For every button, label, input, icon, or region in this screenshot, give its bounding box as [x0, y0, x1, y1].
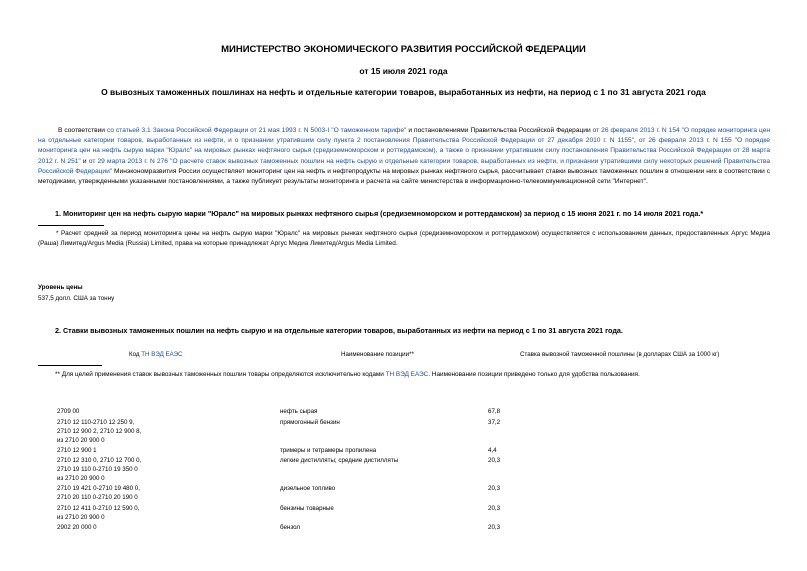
tn-ved-link[interactable]: ТН ВЭД ЕАЭС	[141, 351, 183, 358]
col-header-name: Наименование позиции**	[341, 351, 414, 358]
row-code: 2710 12 110-2710 12 250 9, 2710 12 900 2, 2710 12 900 8, из 2710 20 900 0	[57, 419, 142, 444]
row-rate: 37,2	[488, 419, 501, 426]
row-rate: 20,3	[488, 457, 501, 464]
intro-text-3: ,	[634, 137, 639, 145]
row-code: 2710 19 421 0-2710 19 480 0, 2710 20 110 0-2710 20 190 0	[57, 485, 140, 501]
row-name: легкие дистилляты; средние дистилляты	[280, 457, 399, 464]
decree-276-link[interactable]: от 29 марта 2013 г. N 276 "О расчете ставок вывозных таможенных пошлин на нефть сырую и отдельные категории товаров, выработанных из нефти, и признании утратившими силу некоторых решений Правительства Российской Федерации"	[38, 157, 770, 175]
row-rate: 20,3	[488, 524, 501, 531]
row-rate: 20,3	[488, 485, 501, 492]
intro-text-2: и постановлениями Правительства Российской Федерации	[406, 127, 593, 134]
row-name: тримеры и тетрамеры пропилена	[280, 447, 377, 454]
row-name: дизельное топливо	[280, 485, 336, 492]
row-code: 2709 00	[57, 408, 80, 415]
col-header-rate: Ставка вывозной таможенной пошлины (в долларах США за 1000 кг)	[520, 351, 720, 358]
section-1-title: 1. Мониторинг цен на нефть сырую марки "Юралс" на мировых рынках нефтяного сырья (средиземноморском и роттердамском) за период с 15 июня 2021 г. по 14 июля 2021 года.*	[55, 209, 704, 218]
intro-text-5: Минэкономразвития России осуществляет мониторинг цен на нефть и нефтепродукты на мировых рынках нефтяного сырья, рассчитывает ставки вывозных таможенных пошлин в отношении них в соответствии с методиками, утвержденными указанными постановлениями, а также публикует результаты мониторинга и расчета на сайте министерства в информационно-телекоммуникационной сети "Интернет".	[38, 167, 770, 186]
price-level-label: Уровень цены	[38, 284, 83, 291]
row-code: 2710 12 411 0-2710 12 590 0, из 2710 20 900 0	[57, 505, 140, 521]
footnote-divider-1	[38, 225, 104, 226]
intro-paragraph	[38, 126, 770, 187]
price-level-value: 537,5 долл. США за тонну	[38, 295, 115, 302]
document-title: О вывозных таможенных пошлинах на нефть и отдельные категории товаров, выработанных из нефти, на период с 1 по 31 августа 2021 года	[101, 87, 706, 97]
row-rate: 4,4	[488, 447, 497, 454]
intro-text-4: и	[80, 157, 89, 165]
intro-text-1: В соответствии	[58, 127, 107, 134]
row-name: нефть сырая	[280, 408, 318, 415]
ministry-heading: МИНИСТЕРСТВО ЭКОНОМИЧЕСКОГО РАЗВИТИЯ РОССИЙСКОЙ ФЕДЕРАЦИИ	[221, 44, 586, 55]
section-2-footnote: ** Для целей применения ставок вывозных таможенных пошлин товары определяются исключительно кодами ТН ВЭД ЕАЭС. Наименование позиции приведено только для удобства пользования.	[55, 371, 640, 378]
document-date: от 15 июля 2021 года	[359, 66, 448, 76]
decree-155-link[interactable]: от 26 февраля 2013 г. N 155 "О порядке мониторинга цен на нефть сырую марки "Юралс" на мировых рынках нефтяного сырья (средиземноморском и роттердамском), а также о признании утратившим силу постановления Правительства Российской Федерации от 28 марта 2012 г. N 251"	[38, 137, 770, 165]
law-link[interactable]: со статьей 3.1 Закона Российской Федерации от 21 мая 1993 г. N 5003-I "О таможенном тарифе"	[106, 127, 407, 134]
col-header-code: Код ТН ВЭД ЕАЭС	[129, 351, 183, 358]
row-name: бензины товарные	[280, 505, 334, 512]
tn-ved-footnote-link[interactable]: ТН ВЭД ЕАЭС	[385, 371, 429, 378]
footnote-divider-2	[38, 365, 102, 366]
row-code: 2710 12 900 1	[57, 447, 97, 454]
row-name: прямогонный бензин	[280, 419, 340, 426]
row-name: бензол	[280, 524, 301, 531]
row-rate: 20,3	[488, 505, 501, 512]
section-1-footnote: * Расчет средней за период мониторинга цены на нефть сырую марки "Юралс" на мировых рынках нефтяного сырья (средиземноморском и роттердамском) осуществляется с использованием данных, предоставленных Аргус Медиа (Раша) Лимитед/Argus Media (Russia) Limited, права на которые принадлежат Аргус Медиа Лимитед/Argus Media Limited.	[38, 230, 770, 247]
row-rate: 67,8	[488, 408, 501, 415]
section-2-title: 2. Ставки вывозных таможенных пошлин на нефть сырую и на отдельные категории товаров, выработанных из нефти на период с 1 по 31 августа 2021 года.	[55, 326, 623, 335]
decree-154-link[interactable]: от 26 февраля 2013 г. N 154 "О порядке мониторинга цен на отдельные категории товаров, выработанных из нефти, и о признании утратившим силу пункта 2 постановления Правительства Российской Федерации от 27 декабря 2010 г. N 1155"	[38, 127, 771, 145]
row-code: 2710 12 310 0, 2710 12 700 0, 2710 19 110 0-2710 19 350 0 из 2710 20 900 0	[57, 457, 142, 482]
row-code: 2902 20 000 0	[57, 524, 97, 531]
